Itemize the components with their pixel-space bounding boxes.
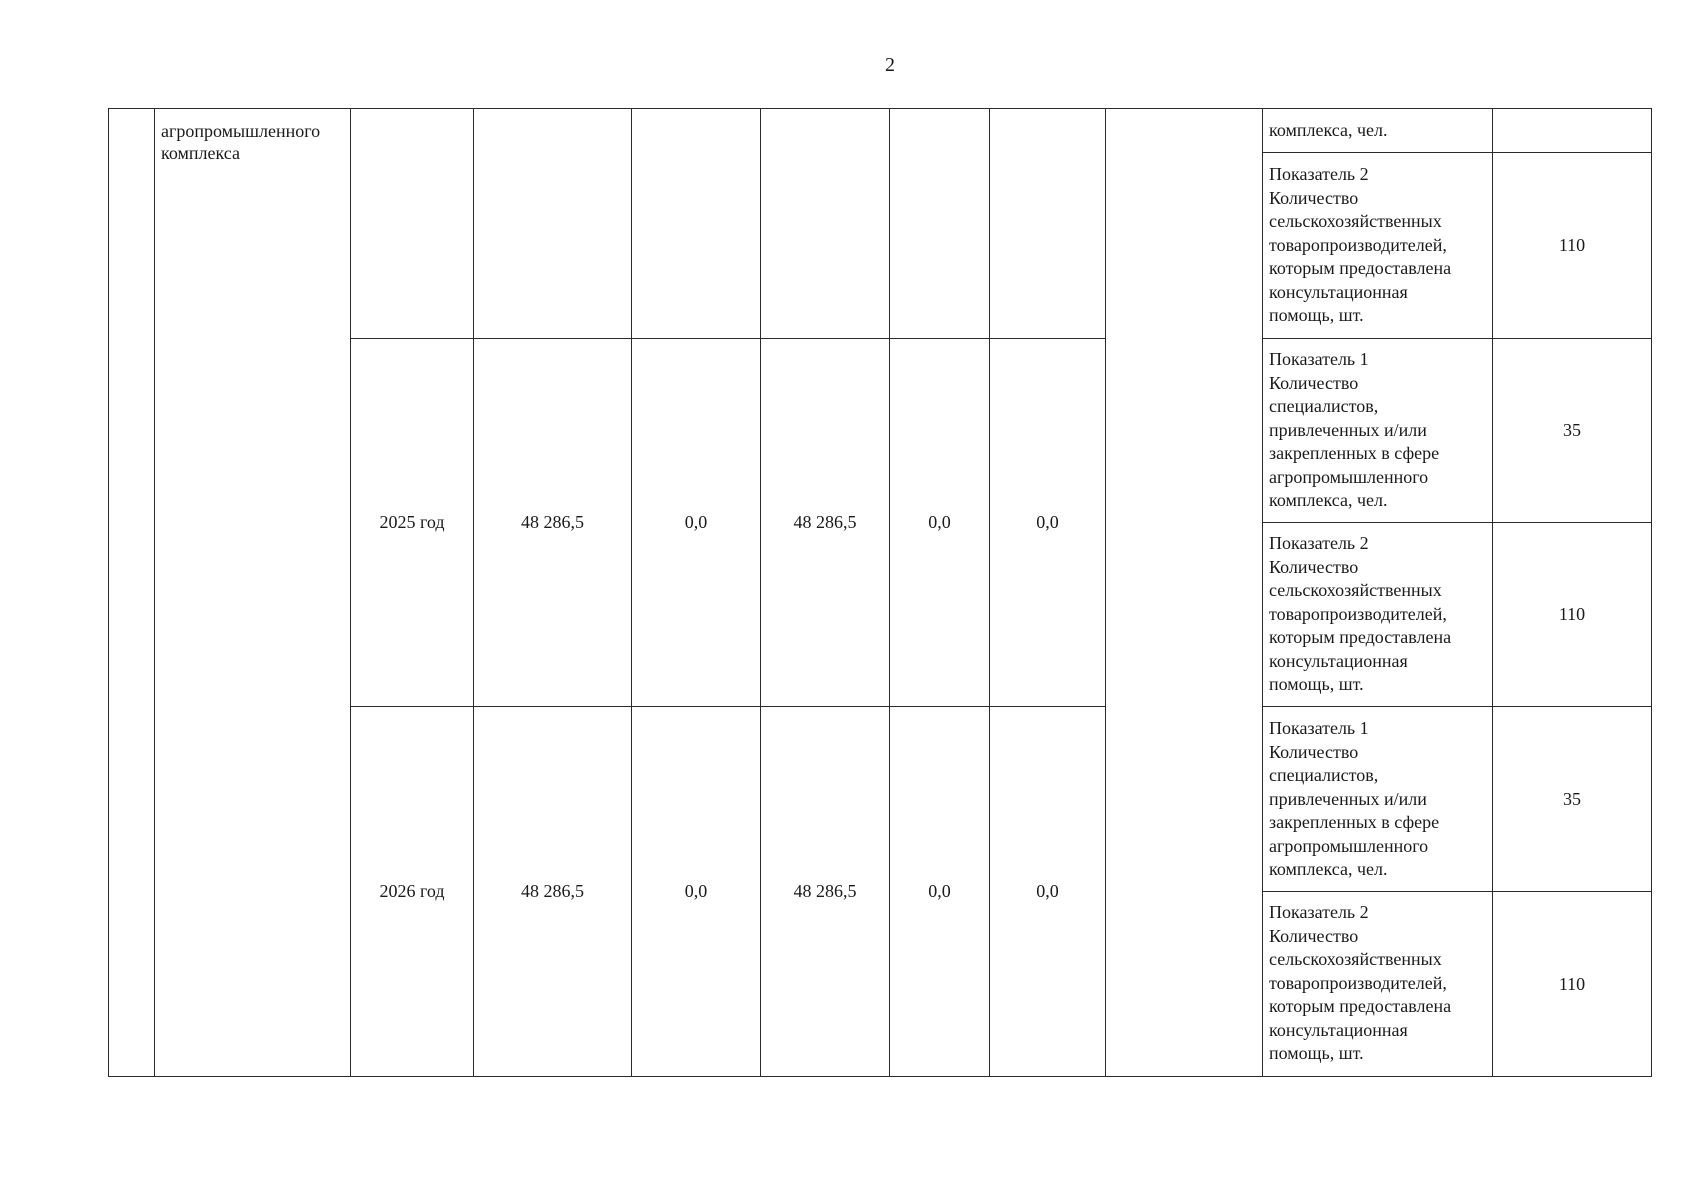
value-cell: 0,0	[1036, 512, 1059, 532]
indicator-value: 110	[1558, 604, 1586, 624]
column-border	[1105, 108, 1106, 1077]
value-cell: 0,0	[1036, 881, 1059, 901]
indicator-text: Показатель 1 Количество специалистов, привлеченных и/или закрепленных в сфере агропромышленного комплекса, чел.	[1269, 718, 1440, 879]
year-cell: 2026 год	[379, 881, 445, 901]
table-bottom-border	[108, 1076, 1652, 1077]
value-cell: 0,0	[684, 881, 708, 901]
value-cell: 48 286,5	[793, 881, 857, 901]
program-name-line: комплекса	[161, 143, 240, 163]
total-cell: 48 286,5	[521, 512, 584, 532]
table-left-border	[108, 108, 109, 1077]
indicator-value: 110	[1558, 235, 1586, 255]
total-cell: 48 286,5	[521, 881, 584, 901]
table-right-border	[1651, 108, 1652, 1077]
indicator-continuation-label: комплекса, чел.	[1269, 120, 1388, 140]
indicator-text: Показатель 2 Количество сельскохозяйственных товаропроизводителей, которым предоставлена консультационная помощь, шт.	[1269, 164, 1452, 325]
program-name-cell	[161, 120, 351, 164]
value-cell: 0,0	[684, 512, 708, 532]
indicator-text: Показатель 2 Количество сельскохозяйственных товаропроизводителей, которым предоставлена консультационная помощь, шт.	[1269, 533, 1452, 694]
value-cell: 48 286,5	[793, 512, 857, 532]
indicator-text: Показатель 2 Количество сельскохозяйственных товаропроизводителей, которым предоставлена консультационная помощь, шт.	[1269, 902, 1452, 1063]
table-top-border	[108, 108, 1652, 109]
column-border	[1262, 108, 1263, 1077]
indicator-text: Показатель 1 Количество специалистов, привлеченных и/или закрепленных в сфере агропромышленного комплекса, чел.	[1269, 349, 1440, 510]
column-border	[154, 108, 155, 1077]
program-name-line: агропромышленного	[161, 121, 321, 141]
value-cell: 0,0	[928, 512, 951, 532]
value-cell: 0,0	[928, 881, 951, 901]
indicator-value: 35	[1563, 420, 1581, 440]
indicator-value: 110	[1558, 973, 1586, 994]
year-cell: 2025 год	[379, 512, 445, 532]
page-number: 2	[885, 54, 895, 76]
indicator-value: 35	[1563, 788, 1581, 809]
